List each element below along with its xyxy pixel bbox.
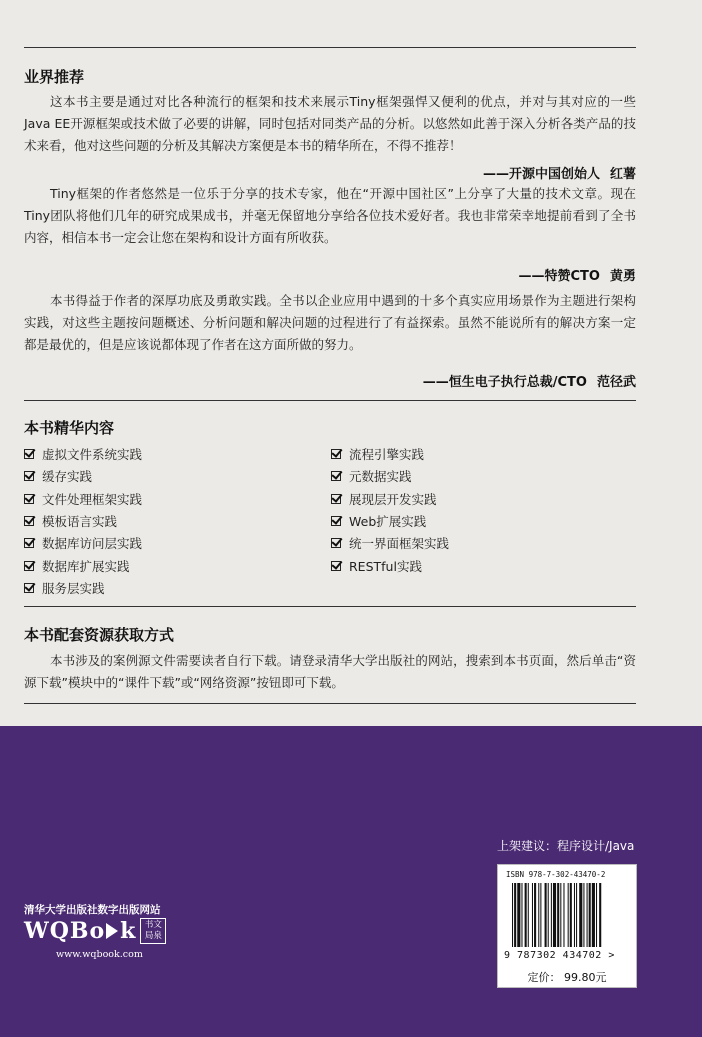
- checkbox-icon: [331, 516, 341, 526]
- list-item: 模板语言实践: [24, 510, 324, 532]
- list-item: Web扩展实践: [331, 510, 631, 532]
- highlights-list-right: [331, 443, 631, 577]
- barcode-digits: 9 787302 434702 >: [504, 950, 615, 961]
- signature-org: ——恒生电子执行总裁/CTO: [422, 375, 587, 390]
- list-item: 展现层开发实践: [331, 488, 631, 510]
- list-item: 虚拟文件系统实践: [24, 443, 324, 465]
- checkbox-icon: [331, 449, 341, 459]
- signature-org: ——特赞CTO: [518, 269, 600, 284]
- logo-arrow-icon: [106, 923, 118, 939]
- list-item: 元数据实践: [331, 465, 631, 487]
- resources-paragraph: 本书涉及的案例源文件需要读者自行下载。请登录清华大学出版社的网站，搜索到本书页面，然后单击“资源下载”模块中的“课件下载”或“网络资源”按钮即可下载。: [24, 653, 636, 690]
- checkbox-icon: [24, 494, 34, 504]
- checkbox-icon: [331, 538, 341, 548]
- recommend-paragraph-3: 本书得益于作者的深厚功底及勇敢实践。全书以企业应用中遇到的十多个真实应用场景作为主题进行架构实践，对这些主题按问题概述、分析问题和解决问题的过程进行了有益探索。虽然不能说所有的解决方案一定都是最优的，但是应该说都体现了作者在这方面所做的努力。: [24, 293, 636, 352]
- recommend-signature-3: [423, 371, 636, 390]
- list-item: 统一界面框架实践: [331, 532, 631, 554]
- list-item: 数据库扩展实践: [24, 554, 324, 576]
- highlights-heading: 本书精华内容: [24, 419, 115, 437]
- checkbox-icon: [331, 494, 341, 504]
- isbn-label: ISBN 978-7-302-43470-2: [506, 870, 606, 879]
- checkbox-icon: [24, 583, 34, 593]
- barcode-icon: [512, 883, 628, 947]
- list-item: 缓存实践: [24, 465, 324, 487]
- resources-heading: 本书配套资源获取方式: [24, 626, 175, 644]
- recommend-paragraph-1: 这本书主要是通过对比各种流行的框架和技术来展示Tiny框架强悍又便利的优点，并对与其对应的一些Java EE开源框架或技术做了必要的讲解，同时包括对同类产品的分析。以悠然如此善于深入分析各类产品的技术来看，他对这些问题的分析及其解决方案便是本书的精华所在，不得不推荐！: [24, 94, 636, 153]
- publisher-url: www.wqbook.com: [56, 949, 143, 960]
- recommend-paragraph-2: Tiny框架的作者悠然是一位乐于分享的技术专家，他在“开源中国社区”上分享了大量的技术文章。现在Tiny团队将他们几年的研究成果成书，并毫无保留地分享给各位技术爱好者。我也非常荣幸地提前看到了全书内容，相信本书一定会让您在架构和设计方面有所收获。: [24, 186, 636, 245]
- signature-name: 红薯: [609, 167, 636, 182]
- recommend-heading: 业界推荐: [24, 68, 85, 86]
- checkbox-icon: [331, 471, 341, 481]
- recommend-signature-1: [483, 163, 636, 182]
- checkbox-icon: [24, 449, 34, 459]
- recommend-signature-2: [519, 265, 636, 284]
- list-item: 文件处理框架实践: [24, 488, 324, 510]
- list-item: 流程引擎实践: [331, 443, 631, 465]
- checkbox-icon: [24, 538, 34, 548]
- checkbox-icon: [24, 561, 34, 571]
- section-divider-1: [24, 400, 636, 401]
- price-label: 定价： 99.80元: [527, 971, 607, 984]
- logo-text-a: WQBo: [24, 918, 106, 944]
- checkbox-icon: [24, 516, 34, 526]
- section-divider-2: [24, 606, 636, 607]
- highlights-list-left: [24, 443, 324, 599]
- shelf-suggestion: 上架建议：程序设计/Java: [497, 839, 635, 853]
- list-item: 服务层实践: [24, 577, 324, 599]
- logo-seal: 书文局泉: [140, 918, 166, 944]
- publisher-logo: [24, 918, 166, 944]
- logo-text-b: k: [120, 918, 137, 944]
- list-item: RESTful实践: [331, 554, 631, 576]
- barcode-panel: [497, 864, 637, 988]
- top-divider: [24, 47, 636, 48]
- signature-name: 范径武: [596, 375, 636, 390]
- section-divider-3: [24, 703, 636, 704]
- publisher-name: 清华大学出版社数字出版网站: [24, 904, 161, 916]
- list-item: 数据库访问层实践: [24, 532, 324, 554]
- signature-name: 黄勇: [609, 269, 636, 284]
- signature-org: ——开源中国创始人: [482, 167, 600, 182]
- checkbox-icon: [24, 471, 34, 481]
- checkbox-icon: [331, 561, 341, 571]
